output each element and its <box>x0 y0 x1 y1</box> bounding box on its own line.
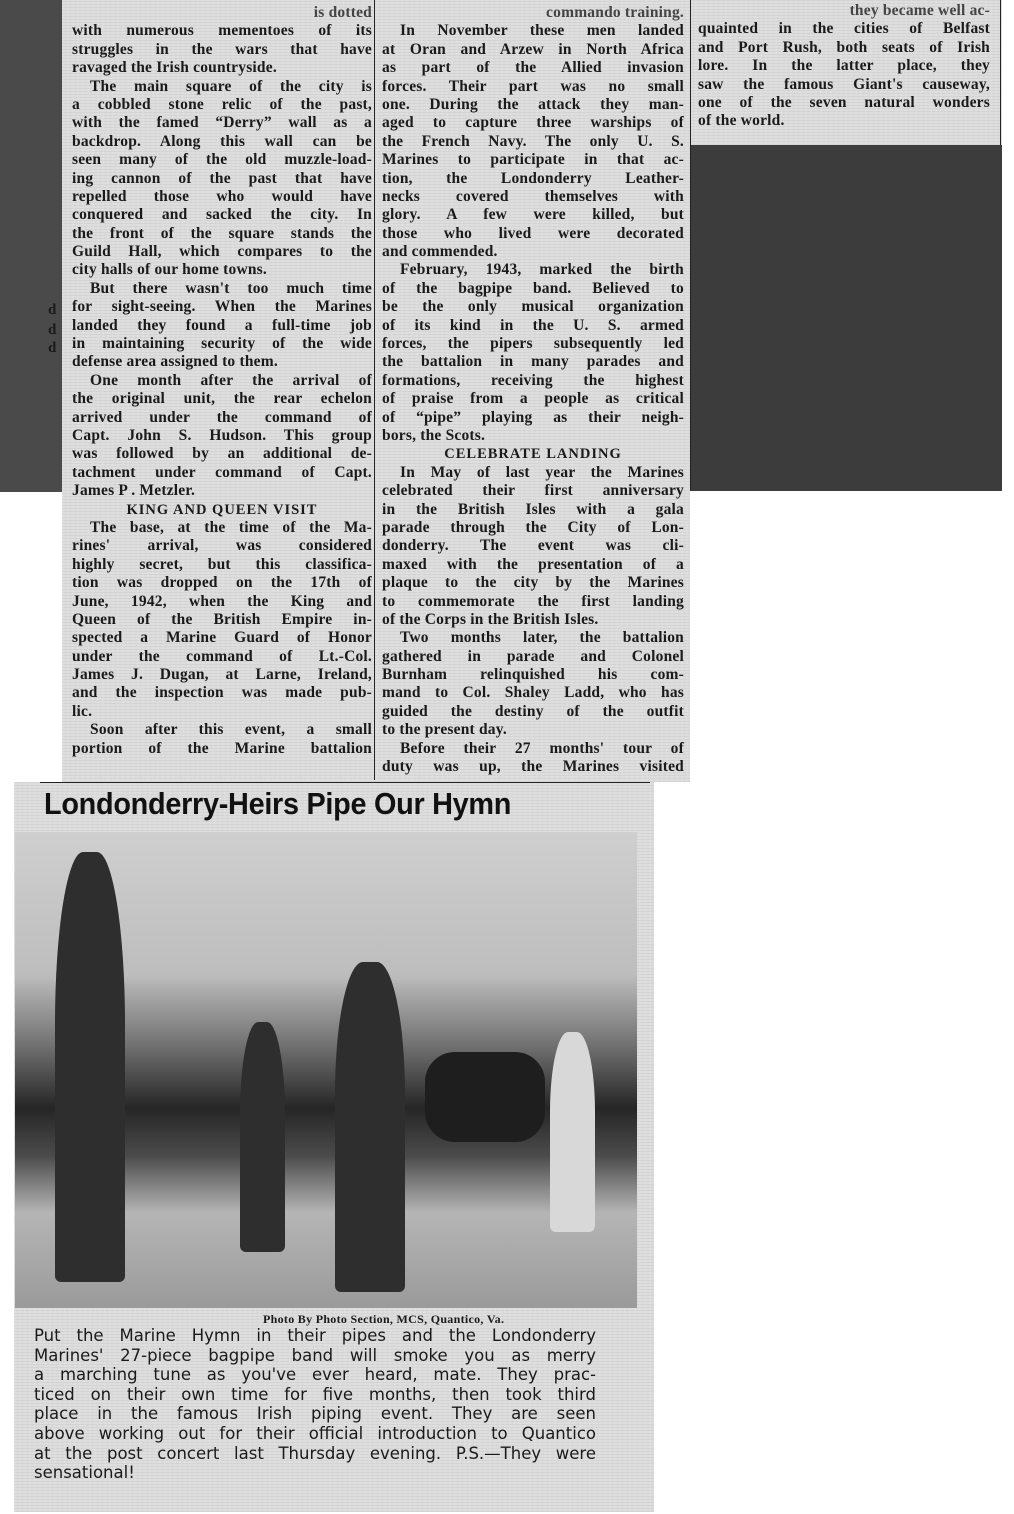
text-line: those who lived were decorated <box>382 224 684 242</box>
text-line: one of the seven natural wonders <box>698 93 990 111</box>
text-line: saw the famous Giant's causeway, <box>698 75 990 93</box>
column-rule <box>690 0 691 490</box>
text-line: bors, the Scots. <box>382 426 486 444</box>
drum-shadow <box>425 1052 545 1142</box>
text-line: one. During the attack they man- <box>382 95 684 113</box>
text-line: But there wasn't too much time <box>90 279 372 297</box>
photo-credit: Photo By Photo Section, MCS, Quantico, Va. <box>263 1312 505 1326</box>
edge-fragment: d <box>48 302 57 318</box>
text-line: struggles in the wars that have <box>72 40 372 58</box>
text-line: Before their 27 months' tour of <box>400 739 684 757</box>
text-line: defense area assigned to them. <box>72 353 278 371</box>
caption-line: Put the Marine Hymn in their pipes and the Londonderry <box>34 1326 596 1345</box>
piper-figure <box>550 1032 595 1232</box>
text-line: and commended. <box>382 243 498 261</box>
bagpipe-band-photo <box>15 832 637 1308</box>
text-line: the battalion in many parades and <box>382 353 684 371</box>
column-rule <box>374 0 375 780</box>
edge-fragment: d <box>48 340 57 356</box>
text-line: be the only musical organization <box>382 298 684 316</box>
text-line: tion was dropped on the 17th of <box>72 574 372 592</box>
text-line: spected a Marine Guard of Honor <box>72 629 372 647</box>
piper-figure <box>335 962 405 1292</box>
section-heading: CELEBRATE LANDING <box>444 446 622 463</box>
headline-rule <box>40 782 650 783</box>
text-line: repelled those who would have <box>72 187 372 205</box>
caption-line: at the post concert last Thursday evening. P.S.—They were <box>34 1443 596 1463</box>
text-line: they became well ac- <box>849 2 990 19</box>
text-line: The base, at the time of the Ma- <box>90 518 372 536</box>
article-column-3 <box>698 2 990 131</box>
text-line: quainted in the cities of Belfast <box>698 20 990 38</box>
text-line: rines' arrival, was considered <box>72 537 372 555</box>
text-line: seen many of the old muzzle-load- <box>72 151 372 169</box>
caption-line: a marching tune as you've ever heard, mate. They prac- <box>34 1365 596 1385</box>
text-line: of the Corps in the British Isles. <box>382 610 599 628</box>
text-line: necks covered themselves with <box>382 187 684 205</box>
text-line: In November these men landed <box>400 22 684 40</box>
text-line: tachment under command of Capt. <box>72 463 372 481</box>
text-line: Guild Hall, which compares to the <box>72 243 372 261</box>
photo-caption <box>34 1326 596 1483</box>
text-line: backdrop. Along this wall can be <box>72 132 372 150</box>
text-line: In May of last year the Marines <box>400 463 684 481</box>
section-heading: KING AND QUEEN VISIT <box>126 501 318 518</box>
text-line: the original unit, the rear echelon <box>72 390 372 408</box>
text-line: is dotted <box>313 4 372 21</box>
text-line: guided the destiny of the outfit <box>382 702 684 720</box>
caption-line: above working out for their official introduction to Quantico <box>34 1423 596 1443</box>
text-line: forces. Their part was no small <box>382 77 684 95</box>
text-line: lore. In the latter place, they <box>698 57 990 75</box>
text-line: mand to Col. Shaley Ladd, who has <box>382 684 684 702</box>
text-line: of “pipe” playing as their neigh- <box>382 408 684 426</box>
text-line: James P . Metzler. <box>72 482 196 500</box>
text-line: Two months later, the battalion <box>400 629 684 647</box>
text-line: a cobbled stone relic of the past, <box>72 95 372 113</box>
text-line: the front of the square stands the <box>72 224 372 242</box>
caption-line: sensational! <box>34 1463 135 1483</box>
article-column-1 <box>72 4 372 758</box>
text-line: James J. Dugan, at Larne, Ireland, <box>72 666 372 684</box>
text-line: of praise from a people as critical <box>382 390 684 408</box>
text-line: with numerous mementoes of its <box>72 22 372 40</box>
text-line: gathered in parade and Colonel <box>382 647 684 665</box>
text-line: landed they found a full-time job <box>72 316 372 334</box>
column-rule <box>1000 0 1001 145</box>
text-line: conquered and sacked the city. In <box>72 206 372 224</box>
piper-figure <box>240 1022 285 1252</box>
text-line: formations, receiving the highest <box>382 371 684 389</box>
text-line: of the world. <box>698 112 785 130</box>
text-line: donderry. The event was cli- <box>382 537 684 555</box>
text-line: parade through the City of Lon- <box>382 518 684 536</box>
scan-background-right <box>688 143 1002 491</box>
text-line: to commemorate the first landing <box>382 592 684 610</box>
text-line: Burnham relinquished his com- <box>382 666 684 684</box>
text-line: in maintaining security of the wide <box>72 335 372 353</box>
text-line: highly secret, but this classifica- <box>72 555 372 573</box>
text-line: lic. <box>72 702 93 720</box>
text-line: to the present day. <box>382 721 507 739</box>
caption-line: ticed on their own time for five months, then took third <box>34 1384 596 1404</box>
text-line: Queen of the British Empire in- <box>72 610 372 628</box>
text-line: duty was up, the Marines visited <box>382 758 684 776</box>
text-line: for sight-seeing. When the Marines <box>72 298 372 316</box>
text-line: at Oran and Arzew in North Africa <box>382 40 684 58</box>
text-line: maxed with the presentation of a <box>382 555 684 573</box>
text-line: One month after the arrival of <box>90 371 372 389</box>
text-line: and the inspection was made pub- <box>72 684 372 702</box>
text-line: as part of the Allied invasion <box>382 59 684 77</box>
text-line: and Port Rush, both seats of Irish <box>698 38 990 56</box>
text-line: forces, the pipers subsequently led <box>382 335 684 353</box>
text-line: Soon after this event, a small <box>90 721 372 739</box>
caption-line: Marines' 27-piece bagpipe band will smoke you as merry <box>34 1345 596 1365</box>
text-line: in the British Isles with a gala <box>382 500 684 518</box>
text-line: portion of the Marine battalion <box>72 739 372 757</box>
text-line: arrived under the command of <box>72 408 372 426</box>
text-line: the French Navy. The only U. S. <box>382 132 684 150</box>
article-column-2 <box>382 4 684 776</box>
text-line: June, 1942, when the King and <box>72 592 372 610</box>
text-line: ing cannon of the past that have <box>72 169 372 187</box>
text-line: celebrated their first anniversary <box>382 482 684 500</box>
text-line: Capt. John S. Hudson. This group <box>72 426 372 444</box>
text-line: plaque to the city by the Marines <box>382 574 684 592</box>
text-line: ravaged the Irish countryside. <box>72 59 277 77</box>
text-line: commando training. <box>546 4 684 21</box>
text-line: aged to capture three warships of <box>382 114 684 132</box>
text-line: of the bagpipe band. Believed to <box>382 279 684 297</box>
caption-line: place in the famous Irish piping event. They are seen <box>34 1404 596 1424</box>
text-line: glory. A few were killed, but <box>382 206 684 224</box>
text-line: city halls of our home towns. <box>72 261 267 279</box>
scan-background-left <box>0 0 64 492</box>
text-line: of its kind in the U. S. armed <box>382 316 684 334</box>
text-line: was followed by an additional de- <box>72 445 372 463</box>
headline: Londonderry-Heirs Pipe Our Hymn <box>44 786 512 821</box>
text-line: The main square of the city is <box>90 77 372 95</box>
text-line: tion, the Londonderry Leather- <box>382 169 684 187</box>
text-line: February, 1943, marked the birth <box>400 261 684 279</box>
edge-fragment: d <box>48 322 57 338</box>
text-line: Marines to participate in that ac- <box>382 151 684 169</box>
text-line: under the command of Lt.-Col. <box>72 647 372 665</box>
piper-figure <box>55 852 125 1282</box>
text-line: with the famed “Derry” wall as a <box>72 114 372 132</box>
